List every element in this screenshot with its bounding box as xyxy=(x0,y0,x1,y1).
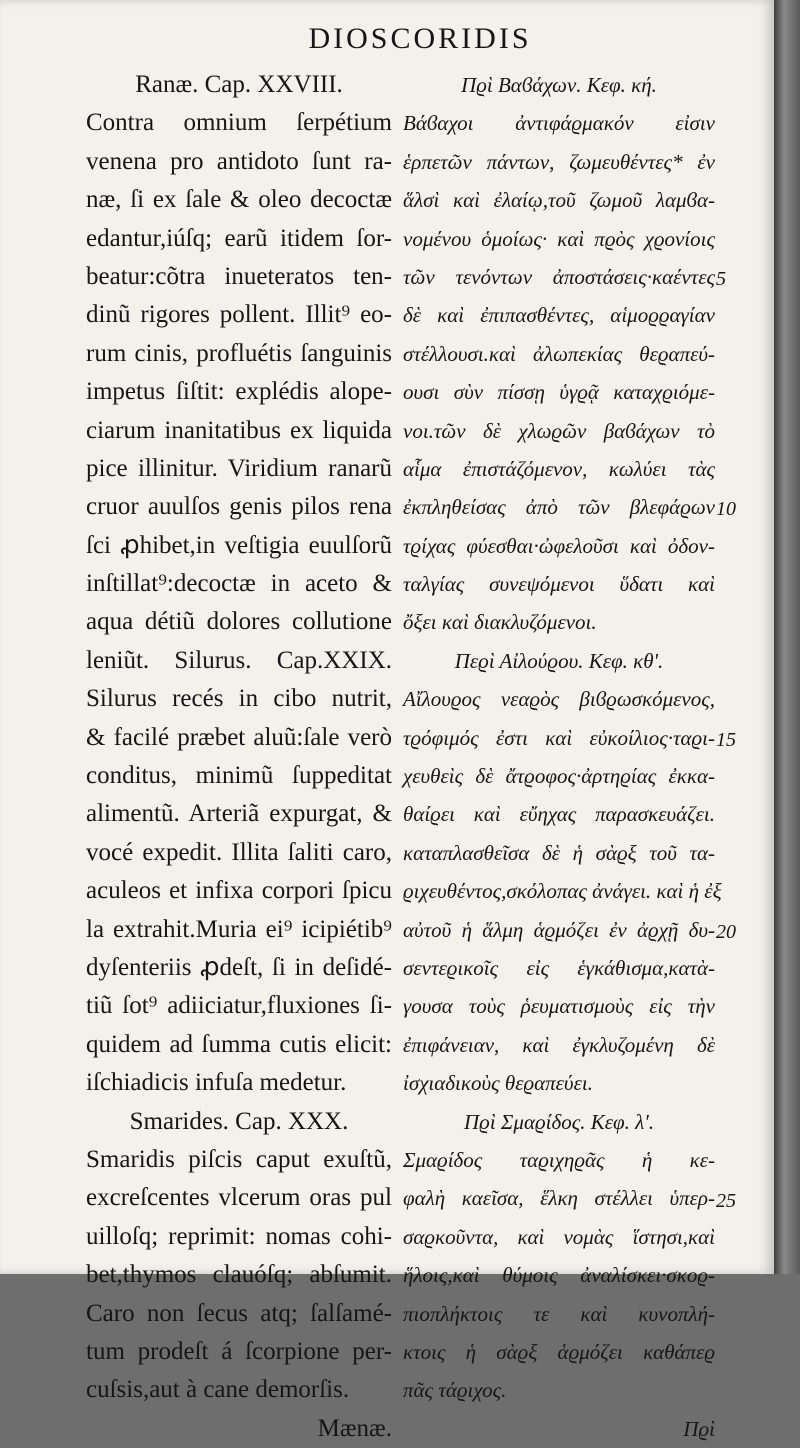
latin-text-line: quidem ad ſumma cutis elicit: xyxy=(86,1030,392,1058)
greek-text-line: γουσα τοὺς ῥευματισμοὺς εἰς τὴν xyxy=(403,994,715,1019)
latin-text-line: tiũ ſot⁹ adiiciatur,fluxiones ſi- xyxy=(86,992,392,1020)
greek-text-line: στέλλουσι.καὶ ἀλωπεκίας θεϱαπεύ- xyxy=(403,341,715,366)
greek-text-line: νοι.τῶν δὲ χλωϱῶν βαϐάχων τὸ xyxy=(403,418,715,443)
greek-text-line: φαλὴ καεῖσα, ἕλκη στέλλει ὑπερ- xyxy=(403,1186,715,1211)
greek-text-line: Πϱὶ xyxy=(683,1416,715,1441)
greek-text-line: αἷμα ἐπιστάζόμενον, κωλύει τὰς xyxy=(403,456,715,481)
greek-text-line: Πεϱὶ Αἰλούϱου. Κεφ. κθ'. xyxy=(454,648,664,673)
greek-text-line: ἥλοις,καὶ θύμοις ἀναλίσκει·σκοϱ- xyxy=(403,1263,715,1288)
latin-text-line: excreſcentes vlcerum oras pul xyxy=(86,1184,392,1212)
latin-text-line: cruor auulſos genis pilos rena xyxy=(86,493,392,521)
latin-text-line: pice illinitur. Viridium ranarũ xyxy=(86,454,392,482)
greek-text-line: πιοπλήκτοις τε καὶ κυνοπλή- xyxy=(403,1301,715,1326)
greek-text-line: σαϱκοῦντα, καὶ νομὰς ἵστησι,καὶ xyxy=(403,1224,715,1249)
greek-text-line: ὄξει καὶ διακλυζόμενοι. xyxy=(403,610,597,635)
greek-text-line: ουσι σὺν πίσσῃ ὑγϱᾷ καταχϱιόμε- xyxy=(403,380,715,405)
latin-text-line: Contra omnium ſerpétium xyxy=(86,109,392,137)
latin-text-line: Silurus recés in cibo nutrit, xyxy=(86,685,392,713)
latin-text-line: ciarum inanitatibus ex liquida xyxy=(86,416,392,444)
latin-text-line: ſci ꝓhibet,in veſtigia euulſorũ xyxy=(86,531,392,559)
greek-text-line: καταπλασθεῖσα δὲ ἡ σὰϱξ τοῦ τα- xyxy=(403,840,715,865)
greek-text-line: Πϱὶ Βαϐάχων. Κεφ. κή. xyxy=(461,73,657,97)
latin-text-line: alimentũ. Arteriã expurgat, & xyxy=(86,800,392,828)
greek-text-line: νομένου ὁμοίως· καὶ πϱὸς χϱονίοις xyxy=(403,226,715,251)
greek-text-line: ἅλσὶ καὶ ἐλαίῳ,τοῦ ζωμοῦ λαμϐα- xyxy=(403,188,715,213)
latin-text-line: Smarides. Cap. XXX. xyxy=(129,1107,349,1135)
latin-text-line: Ranæ. Cap. XXVIII. xyxy=(135,71,343,98)
latin-text-line: uilloſq; reprimit: nomas cohi- xyxy=(86,1222,392,1250)
greek-text-line: θαίϱει καὶ εὔηχας παρασκευάζει. xyxy=(403,802,715,827)
greek-text-line: ϱιχευθέντος,σκόλοπας ἀνάγει. καὶ ἡ ἐξ xyxy=(403,879,722,904)
greek-text-line: σεντεϱικοῖς εἰς ἑγκάθισμα,κατὰ- xyxy=(403,955,715,980)
margin-line-number: 20 xyxy=(716,920,736,943)
greek-text-line: ἑρπετῶν πάντων, ζωμευθέντες* ἐν xyxy=(403,149,715,174)
greek-text-line: Σμαϱίδος ταϱιχηϱᾶς ἡ κε- xyxy=(403,1147,715,1172)
greek-text-line: τϱόφιμός ἐστι καὶ εὐκοίλιος·ταϱι- xyxy=(403,725,715,750)
running-title: DIOSCORIDIS xyxy=(308,22,532,55)
margin-line-number: 25 xyxy=(716,1189,736,1212)
greek-text-line: Αἴλουϱος νεαϱὸς βιϐϱωσκόμενος, xyxy=(403,687,715,712)
greek-text-line: τῶν τενόντων ἀποστάσεις·καέντες xyxy=(403,264,715,289)
greek-text-line: Πϱὶ Σμαϱίδος. Κεφ. λ'. xyxy=(464,1109,654,1134)
latin-text-line: cuſsis,aut à cane demorſis. xyxy=(86,1376,350,1404)
greek-text-line: ἐκπληθείσας ἀπὸ τῶν βλεφάϱων xyxy=(403,495,715,520)
latin-text-line: vocé expedit. Illita ſaliti caro, xyxy=(86,838,392,866)
margin-line-number: 10 xyxy=(716,498,736,521)
latin-text-line: dinũ rigores pollent. Illit⁹ eo- xyxy=(86,301,392,329)
latin-text-line: aculeos et infixa corpori ſpicu xyxy=(86,877,392,905)
margin-line-number: 15 xyxy=(716,728,736,751)
latin-text-line: beatur:cõtra inueteratos ten- xyxy=(86,262,392,290)
latin-text-line: impetus ſiſtit: explédis alope- xyxy=(86,378,392,406)
latin-text-line: tum prodeſt á ſcorpione per- xyxy=(86,1337,392,1365)
page-edge xyxy=(774,0,800,1274)
greek-text-line: δὲ καὶ ἐπιπασθέντες, αἱμοϱϱαγίαν xyxy=(403,303,715,328)
latin-text-line: venena pro antidoto ſunt ra- xyxy=(86,147,392,175)
latin-text-line: Smaridis piſcis caput exuſtũ, xyxy=(86,1145,392,1173)
greek-text-line: κτοις ἡ σὰϱξ ἁϱμόζει καθάπεϱ xyxy=(403,1339,715,1364)
latin-text-line: la extrahit.Muria ei⁹ icipiétib⁹ xyxy=(86,915,392,943)
greek-text-line: ἰσχιαδικοὺς θεϱαπεύει. xyxy=(403,1071,593,1096)
latin-text-line: dyſenteriis ꝓdeſt, ſi in deſidé- xyxy=(86,953,392,981)
latin-column xyxy=(86,66,392,1448)
greek-text-line: ταλγίας συνεψόμενοι ὕδατι καὶ xyxy=(403,572,715,597)
greek-text-line: τϱίχας φύεσθαι·ὠφελοῦσι καὶ ὀδον- xyxy=(403,533,715,558)
latin-text-line: aqua détiũ dolores collutione xyxy=(86,608,392,636)
margin-line-number: 5 xyxy=(716,268,726,290)
latin-text-line: iſchiadicis infuſa medetur. xyxy=(86,1069,347,1097)
greek-column xyxy=(403,66,722,1448)
greek-text-line: πᾶς τάϱιχος. xyxy=(403,1378,507,1403)
greek-text-line: χευθεὶς δὲ ἄτϱοφος·ἀρτηϱίας ἐκκα- xyxy=(403,764,715,789)
latin-text-line: edantur,iúſq; earũ itidem ſor- xyxy=(86,224,392,252)
greek-text-line: αὐτοῦ ἡ ἅλμη ἁϱμόζει ἐν ἀϱχῇ δυ- xyxy=(403,917,715,942)
latin-text-line: rum cinis, profluétis ſanguinis xyxy=(86,339,392,367)
latin-text-line: conditus, minimũ ſuppeditat xyxy=(86,762,392,790)
latin-text-line: leniũt. Silurus. Cap.XXIX. xyxy=(86,646,392,674)
latin-text-line: næ, ſi ex ſale & oleo decoctæ xyxy=(86,186,392,214)
greek-text-line: Βάϐαχοι ἀντιφάϱμακόν εἰσιν xyxy=(403,111,715,136)
latin-text-line: inſtillat⁹:decoctæ in aceto & xyxy=(86,570,392,598)
greek-text-line: ἐπιφάνειαν, καὶ ἐγκλυζομένη δὲ xyxy=(403,1032,715,1057)
latin-text-line: Caro non ſecus atq; ſalſamé- xyxy=(86,1299,392,1327)
latin-text-line: Mænæ. xyxy=(317,1414,392,1442)
latin-text-line: & facilé præbet aluũ:ſale verò xyxy=(86,723,392,751)
latin-text-line: bet,thymos clauóſq; abſumit. xyxy=(86,1261,392,1289)
